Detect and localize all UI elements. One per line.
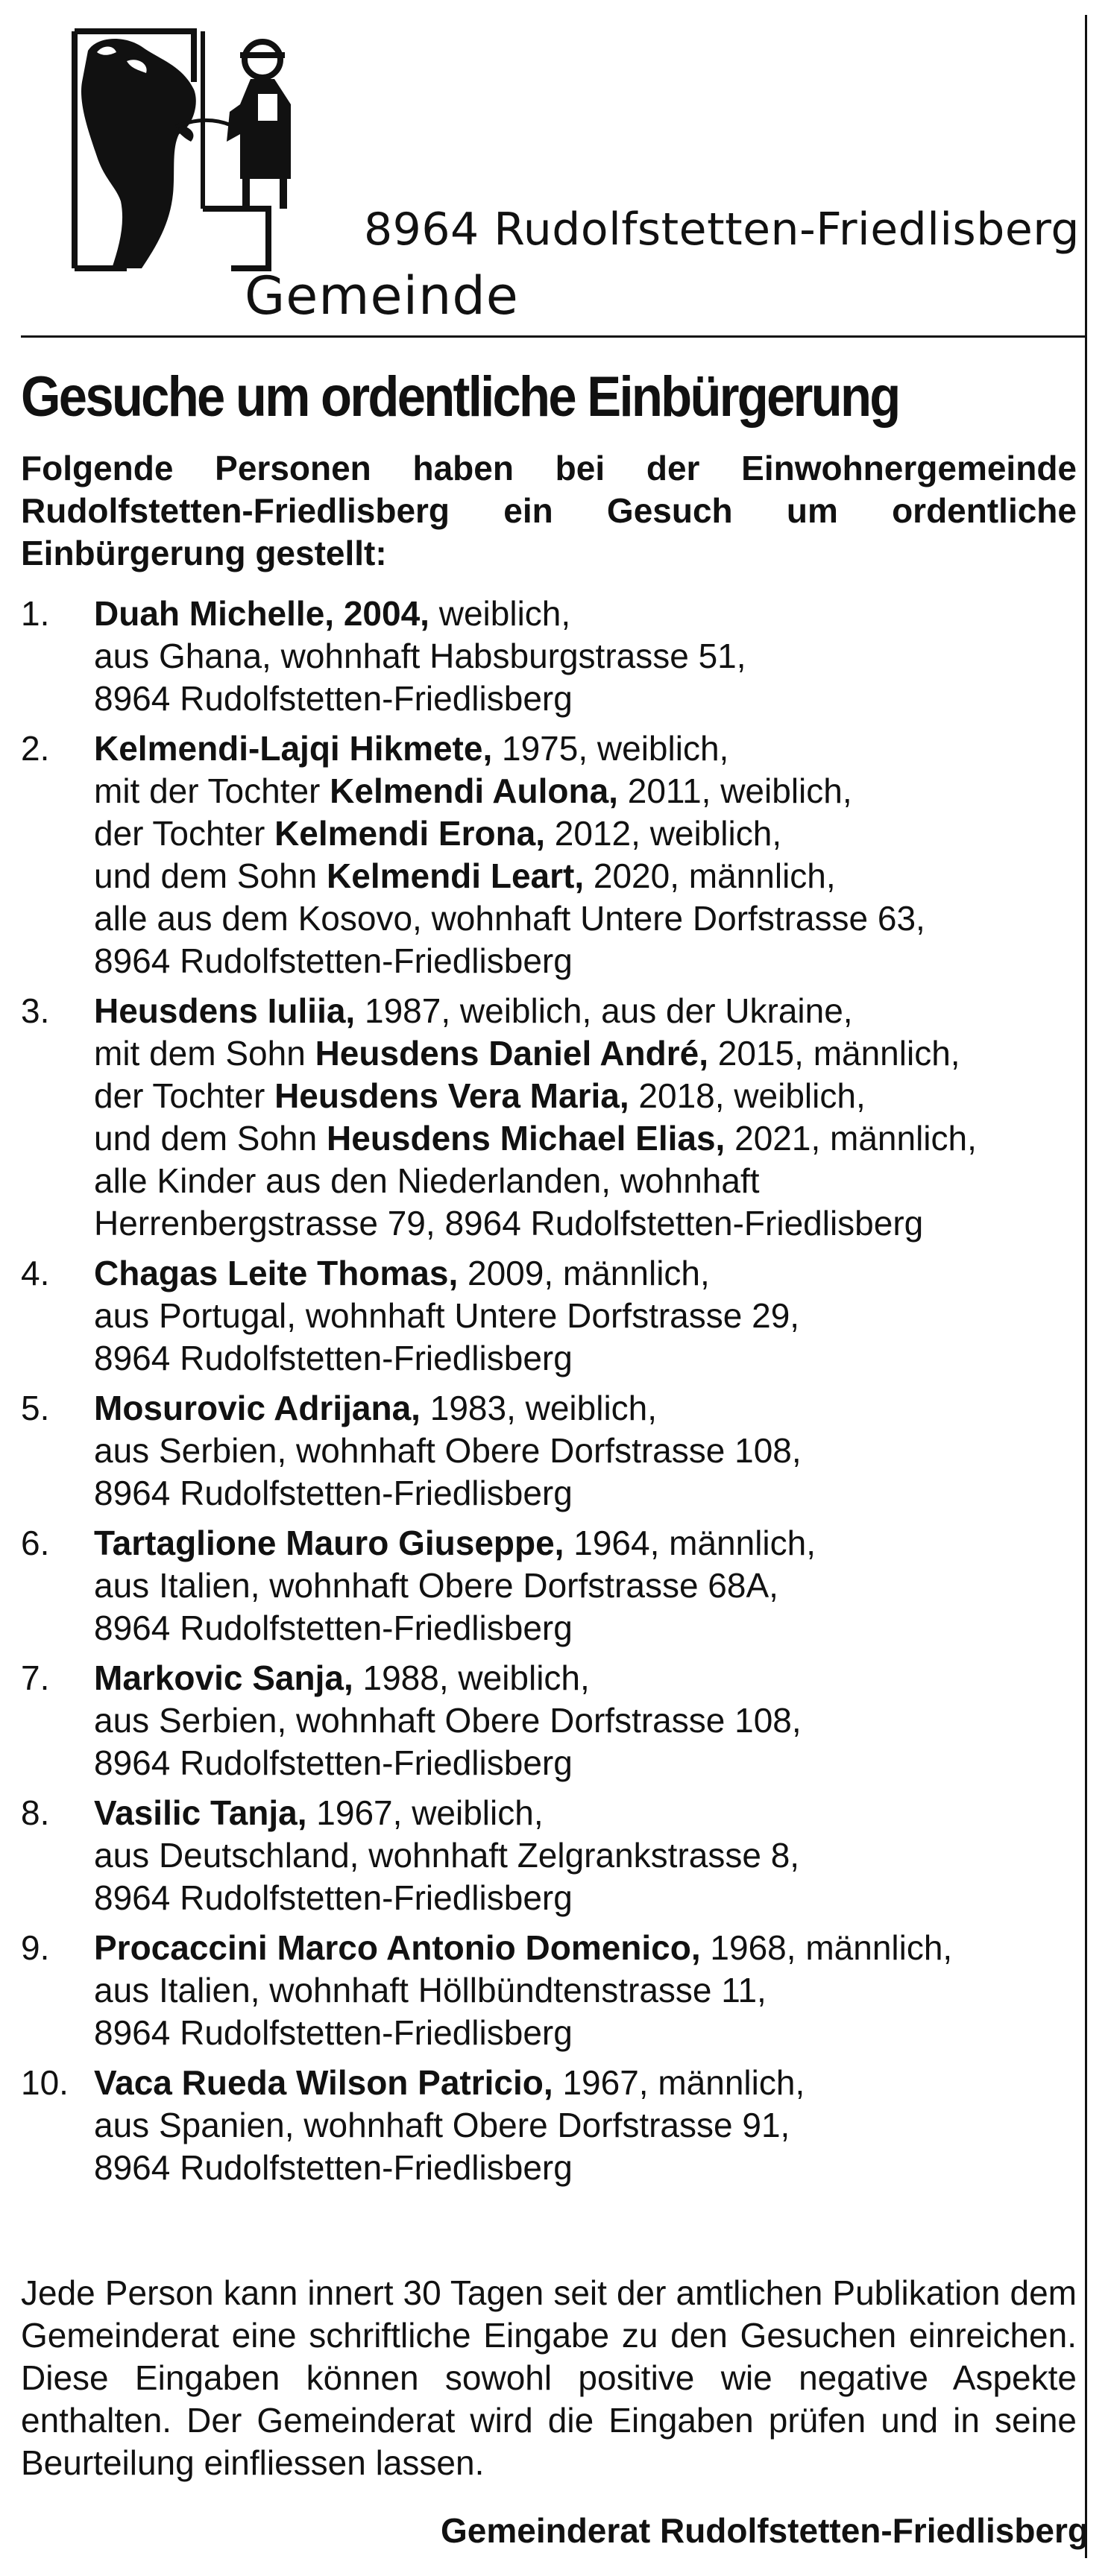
list-item-line	[94, 2062, 1080, 2104]
gemeinde-label: Gemeinde	[245, 265, 519, 326]
applicant-detail: aus Italien, wohnhaft Obere Dorfstrasse 68A,	[94, 1566, 778, 1605]
list-item-number: 9.	[21, 1928, 50, 1967]
list-item-line	[94, 2104, 1080, 2147]
list-item-line	[94, 1117, 1080, 1160]
list-item-line	[94, 1202, 1080, 1245]
applicant-detail: der Tochter	[94, 1076, 275, 1115]
list-item-line	[94, 1657, 1080, 1699]
list-item-line	[94, 855, 1080, 897]
list-item	[21, 2062, 1080, 2189]
list-item	[21, 593, 1080, 720]
list-item-number: 2.	[21, 729, 50, 768]
applicant-name: Kelmendi-Lajqi Hikmete,	[94, 729, 493, 768]
intro-paragraph: Folgende Personen haben bei der Einwohnergemeinde Rudolfstetten-Friedlisberg ein Gesuch um ordentliche Einbürgerung gestellt:	[21, 449, 1077, 572]
applicant-detail: 1967, weiblich,	[306, 1793, 544, 1832]
list-item-line	[94, 940, 1080, 982]
applicant-name: Procaccini Marco Antonio Domenico,	[94, 1928, 701, 1967]
list-item-line	[94, 990, 1080, 1032]
applicant-detail: 8964 Rudolfstetten-Friedlisberg	[94, 679, 573, 718]
list-item-number: 6.	[21, 1524, 50, 1562]
list-item-line	[94, 2012, 1080, 2054]
applicant-detail: 1967, männlich,	[553, 2063, 805, 2102]
list-item-number: 3.	[21, 991, 50, 1030]
municipality-name: 8964 Rudolfstetten-Friedlisberg	[364, 203, 1080, 256]
applicant-detail: 8964 Rudolfstetten-Friedlisberg	[94, 1878, 573, 1917]
applicant-name: Vasilic Tanja,	[94, 1793, 307, 1832]
list-item	[21, 727, 1080, 982]
applicant-detail: mit dem Sohn	[94, 1034, 315, 1073]
applicant-detail: 1987, weiblich, aus der Ukraine,	[355, 991, 853, 1030]
list-item-line	[94, 1160, 1080, 1202]
applicant-name: Duah Michelle, 2004,	[94, 594, 429, 633]
list-item-line	[94, 1834, 1080, 1877]
applicant-detail: weiblich,	[429, 594, 571, 633]
list-item-line	[94, 1032, 1080, 1075]
list-item-line	[94, 1522, 1080, 1565]
list-item-line	[94, 1295, 1080, 1337]
list-item-line	[94, 1877, 1080, 1919]
list-item-line	[94, 2147, 1080, 2189]
applicant-detail: 8964 Rudolfstetten-Friedlisberg	[94, 1339, 573, 1377]
list-item-line	[94, 1075, 1080, 1117]
applicant-detail: aus Spanien, wohnhaft Obere Dorfstrasse 91,	[94, 2106, 790, 2144]
applicant-detail: 2012, weiblich,	[545, 814, 782, 853]
list-item-number: 4.	[21, 1254, 50, 1292]
applicant-detail: 2018, weiblich,	[629, 1076, 866, 1115]
list-item-line	[94, 1430, 1080, 1472]
list-item-line	[94, 812, 1080, 855]
list-item-line	[94, 678, 1080, 720]
applicant-detail: alle Kinder aus den Niederlanden, wohnhaft	[94, 1161, 760, 1200]
list-item-line	[94, 1607, 1080, 1650]
list-item-line	[94, 1337, 1080, 1380]
applicant-detail: aus Ghana, wohnhaft Habsburgstrasse 51,	[94, 637, 746, 675]
list-item-line	[94, 1252, 1080, 1295]
applicant-detail: mit der Tochter	[94, 771, 330, 810]
applicant-name: Kelmendi Leart,	[327, 856, 585, 895]
applicant-detail: alle aus dem Kosovo, wohnhaft Untere Dorfstrasse 63,	[94, 899, 925, 938]
applicant-detail: 8964 Rudolfstetten-Friedlisberg	[94, 941, 573, 980]
list-item-line	[94, 1969, 1080, 2012]
list-item-line	[94, 770, 1080, 812]
applicant-detail: 2009, männlich,	[458, 1254, 710, 1292]
applicant-detail: 1964, männlich,	[564, 1524, 816, 1562]
list-item-line	[94, 897, 1080, 940]
list-item-number: 10.	[21, 2063, 69, 2102]
list-item-number: 5.	[21, 1389, 50, 1427]
applicant-detail: 2020, männlich,	[584, 856, 836, 895]
applicant-detail: Herrenbergstrasse 79, 8964 Rudolfstetten-Friedlisberg	[94, 1204, 924, 1243]
applicant-detail: 1988, weiblich,	[353, 1658, 590, 1697]
list-item-number: 7.	[21, 1658, 50, 1697]
applicant-detail: 2021, männlich,	[725, 1119, 977, 1158]
list-item-line	[94, 1472, 1080, 1515]
list-item-line	[94, 593, 1080, 635]
list-item-line	[94, 1927, 1080, 1969]
applicant-detail: 1983, weiblich,	[420, 1389, 658, 1427]
applicant-name: Vaca Rueda Wilson Patricio,	[94, 2063, 553, 2102]
applicant-name: Tartaglione Mauro Giuseppe,	[94, 1524, 564, 1562]
applicant-detail: 8964 Rudolfstetten-Friedlisberg	[94, 1743, 573, 1782]
list-item	[21, 1387, 1080, 1515]
applicant-detail: und dem Sohn	[94, 856, 327, 895]
applicant-name: Mosurovic Adrijana,	[94, 1389, 421, 1427]
applicant-detail: 2015, männlich,	[708, 1034, 960, 1073]
list-item-number: 1.	[21, 594, 50, 633]
applicant-detail: aus Portugal, wohnhaft Untere Dorfstrasse 29,	[94, 1296, 800, 1335]
applicant-detail: aus Italien, wohnhaft Höllbündtenstrasse 11,	[94, 1971, 767, 2010]
list-item-line	[94, 727, 1080, 770]
list-item-line	[94, 635, 1080, 678]
list-item-line	[94, 1792, 1080, 1834]
applicant-detail: 1975, weiblich,	[492, 729, 729, 768]
list-item-line	[94, 1742, 1080, 1784]
applicant-detail: aus Deutschland, wohnhaft Zelgrankstrasse 8,	[94, 1836, 800, 1875]
list-item-line	[94, 1699, 1080, 1742]
list-item-line	[94, 1387, 1080, 1430]
applicant-detail: 8964 Rudolfstetten-Friedlisberg	[94, 2148, 573, 2187]
applicant-detail: aus Serbien, wohnhaft Obere Dorfstrasse 108,	[94, 1701, 802, 1740]
applicant-detail: und dem Sohn	[94, 1119, 327, 1158]
applicant-name: Heusdens Michael Elias,	[327, 1119, 726, 1158]
applicant-list	[21, 593, 1080, 2197]
applicant-name: Chagas Leite Thomas,	[94, 1254, 459, 1292]
applicant-name: Heusdens Daniel André,	[315, 1034, 709, 1073]
list-item	[21, 990, 1080, 1245]
list-item	[21, 1927, 1080, 2054]
applicant-detail: 2011, weiblich,	[617, 771, 852, 810]
applicant-name: Heusdens Vera Maria,	[274, 1076, 629, 1115]
page-title: Gesuche um ordentliche Einbürgerung	[21, 365, 899, 429]
list-item	[21, 1792, 1080, 1919]
applicant-detail: 8964 Rudolfstetten-Friedlisberg	[94, 1609, 573, 1647]
applicant-name: Markovic Sanja,	[94, 1658, 353, 1697]
bear-coat-of-arms-icon	[45, 22, 313, 306]
list-item-line	[94, 1565, 1080, 1607]
list-item	[21, 1657, 1080, 1784]
applicant-detail: aus Serbien, wohnhaft Obere Dorfstrasse 108,	[94, 1431, 802, 1470]
applicant-detail: 8964 Rudolfstetten-Friedlisberg	[94, 2013, 573, 2052]
applicant-detail: 1968, männlich,	[700, 1928, 953, 1967]
closing-paragraph: Jede Person kann innert 30 Tagen seit der amtlichen Publikation dem Gemeinderat eine schriftliche Eingabe zu den Gesuchen einreichen. Diese Eingaben können sowohl positive wie negative Aspekte enthalten. Der Gemeinderat wird die Eingaben prüfen und in seine Beurteilung einfliessen lassen.	[21, 2273, 1077, 2482]
applicant-name: Kelmendi Aulona,	[330, 771, 618, 810]
list-item-number: 8.	[21, 1793, 50, 1832]
applicant-name: Heusdens Iuliia,	[94, 991, 356, 1030]
header-divider	[21, 335, 1086, 338]
applicant-detail: 8964 Rudolfstetten-Friedlisberg	[94, 1474, 573, 1512]
list-item	[21, 1252, 1080, 1380]
applicant-detail: der Tochter	[94, 814, 275, 853]
list-item	[21, 1522, 1080, 1650]
applicant-name: Kelmendi Erona,	[274, 814, 546, 853]
signature: Gemeinderat Rudolfstetten-Friedlisberg	[440, 2511, 1089, 2550]
